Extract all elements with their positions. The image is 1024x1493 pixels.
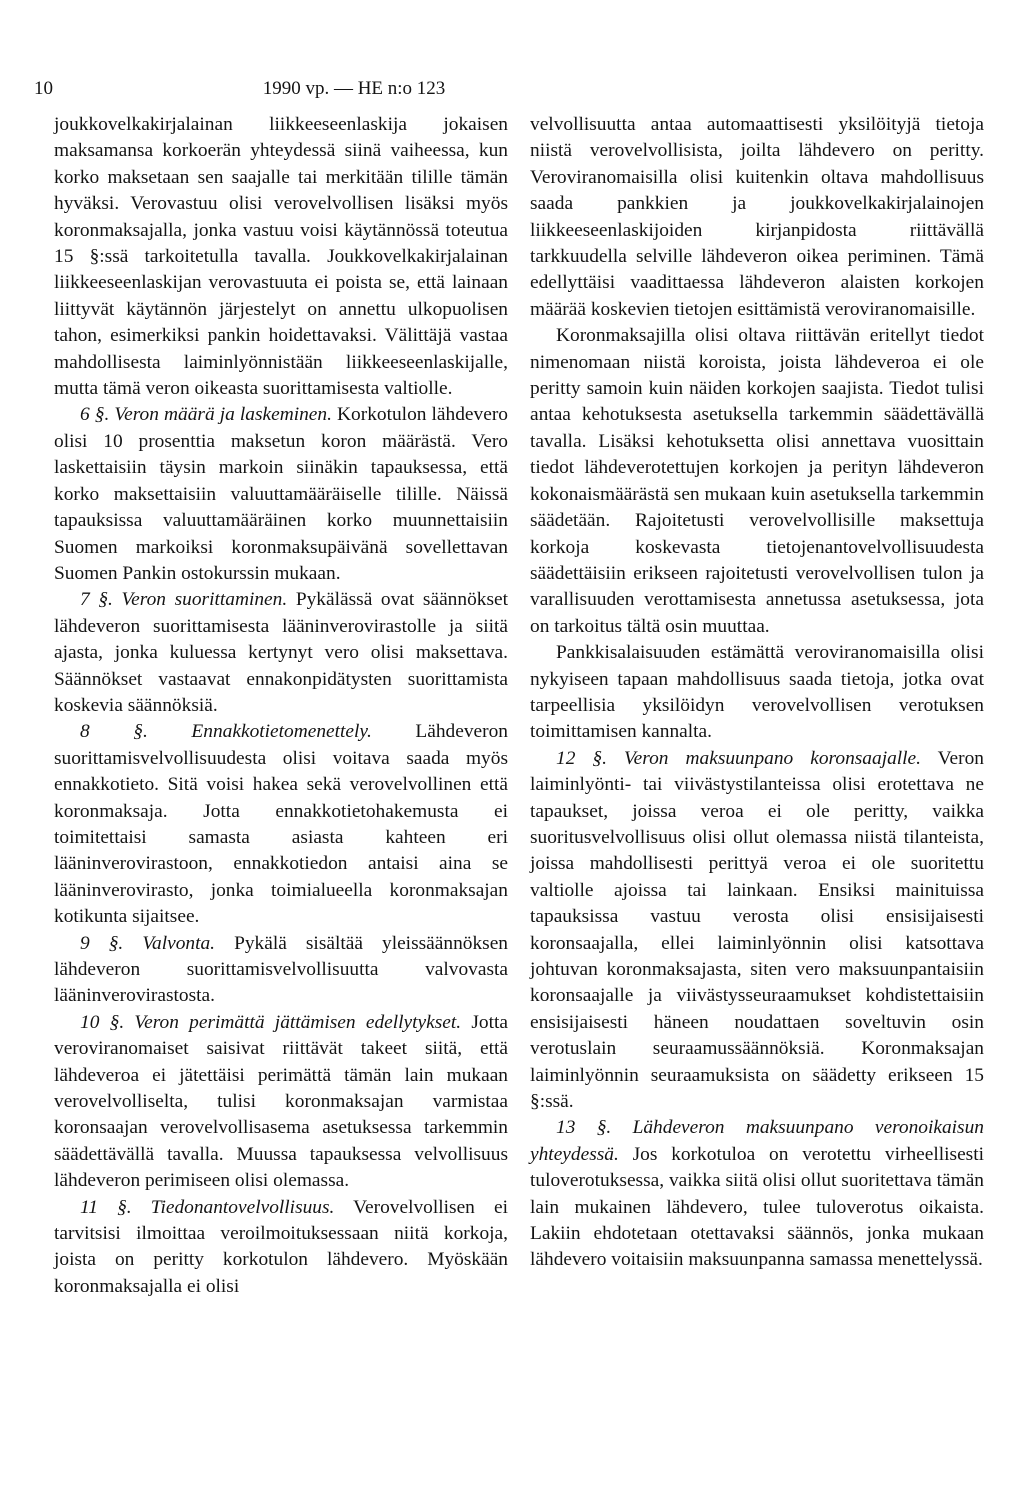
right-column [530, 112, 984, 1274]
section-text: Pykälä sisältää yleissäännöksen lähdeveron suorittamisvelvollisuutta valvovasta lääninverovirastosta. [54, 932, 509, 1007]
section-11 [54, 1195, 508, 1301]
section-heading: 9 §. Valvonta. [80, 932, 216, 954]
section-text: Pykälässä ovat säännökset lähdeveron suorittamisesta lääninverovirastolle ja siitä ajasta, jonka kuluessa kertynyt vero olisi maksettava. Säännökset vastaavat ennakonpidätysten suorittamista koskevia säännöksiä. [54, 589, 509, 716]
section-heading: 8 §. Ennakkotietomenettely. [80, 721, 372, 743]
section-heading: 12 §. Veron maksuunpano koronsaajalle. [556, 747, 922, 769]
section-heading: 6 §. Veron määrä ja laskeminen. [80, 404, 332, 426]
left-column [54, 112, 508, 1300]
section-heading: 11 §. Tiedonantovelvollisuus. [80, 1196, 335, 1218]
paragraph: Pankkisalaisuuden estämättä veroviranomaisilla olisi nykyiseen tapaan mahdollisuus saada tietoja, jotka ovat tarpeellisia yksilöidyn verovelvollisen verotuksen toimittamisen kannalta. [530, 642, 984, 743]
section-text: Jos korkotuloa on verotettu virheellisesti tuloverotuksessa, vaikka siitä olisi ollut suoritettava tämän lain mukainen lähdevero, tulee tuloverotus oikaista. Lakiin ehdotetaan otettavaksi säännös, jonka mukaan lähdevero voitaisiin maksuunpanna samassa menettelyssä. [530, 1143, 984, 1271]
section-heading: 7 §. Veron suorittaminen. [80, 589, 288, 611]
section-text: Jotta veroviranomaiset saisivat riittävät takeet siitä, että lähdeveroa ei jätettäisi perimättä tämän lain mukaan verovelvolliselta, tulisi koronmaksajan varmistaa koronsaajan verovelvollisasema asetuksessa tarkemmin säädettävällä tavalla. Muussa tapauksessa velvollisuus lähdeveron perimiseen olisi olemassa. [54, 1011, 508, 1192]
section-heading: 10 §. Veron perimättä jättämisen edellytykset. [80, 1011, 462, 1033]
section-8 [54, 719, 508, 930]
paragraph: joukkovelkakirjalainan liikkeeseenlaskija jokaisen maksamansa korkoerän yhteydessä siinä vaiheessa, kun korko maksetaan sen saajalle tai merkitään tilille tämän hyväksi. Verovastuu olisi verovelvollisen lisäksi myös koronmaksajalla, jonka vastuu voisi käytännössä toteutua 15 §:ssä tarkoitetulla tavalla. Joukkovelkakirjalainan liikkeeseenlaskijan verovastuuta ei poista se, että lainaan liittyvät käytännön järjestelyt on annettu ulkopuolisen tahon, esimerkiksi pankin hoidettavaksi. Välittäjä vastaa mahdollisesta laiminlyönnistään liikkeeseenlaskijalle, mutta tämä veron oikeasta suorittamisesta valtiolle. [54, 114, 508, 400]
paragraph: Koronmaksajilla olisi oltava riittävän eritellyt tiedot nimenomaan niistä koroista, joista lähdeveroa ei ole peritty samoin kuin näiden korkojen saajista. Tiedot tulisi antaa kehotuksesta asetuksella tarkemmin säädettävällä tavalla. Lisäksi kehotuksetta olisi annettava vuosittain tiedot lähdeverotettujen korkojen ja perityn lähdeveron kokonaismäärästä sen mukaan kuin asetuksella tarkemmin säädetään. Rajoitetusti verovelvollisille maksettuja korkoja koskevasta tietojenantovelvollisuudesta säädettäisiin erikseen rajoitetusti verovelvollisen tulon ja varallisuuden verottamisesta annetussa asetuksessa, jota on tarkoitus tältä osin muuttaa. [530, 325, 984, 637]
section-13 [530, 1115, 984, 1273]
section-6 [54, 402, 508, 587]
section-7 [54, 587, 508, 719]
section-text: Korkotulon lähdevero olisi 10 prosenttia maksetun koron määrästä. Vero laskettaisiin täysin markoin siinäkin tapauksessa, että korko maksettaisiin valuuttamääräiselle tilille. Näissä tapauksissa valuuttamääräinen korko muunnettaisiin Suomen markoiksi koronmaksupäivänä sovellettavan Suomen Pankin ostokurssin mukaan. [54, 404, 508, 584]
section-9 [54, 931, 508, 1010]
section-text: Veron laiminlyönti- tai viivästystilanteissa olisi erotettava ne tapaukset, joissa veroa ei ole peritty, vaikka suoritusvelvollisuus olisi ollut olemassa niistä tilanteista, joissa mahdollisesti perittyä veroa ei ole suoritettu valtiolle ajoissa tai lainkaan. Ensiksi mainituissa tapauksissa vastuu verosta olisi ensisijaisesti koronsaajalla, ellei laiminlyönnin olisi katsottava johtuvan koronmaksajasta, siten vero maksuunpantaisiin koronsaajalle ja viivästysseuraamukset kohdistettaisiin ensisijaisesti häneen noudattaen soveltuvin osin verotuslain seuraamussäännöksiä. Koronmaksajan laiminlyönnin seuraamuksista on säädetty erikseen 15 §:ssä. [530, 747, 984, 1113]
running-head: 1990 vp. — HE n:o 123 [262, 78, 446, 99]
section-heading: 13 §. Lähdeveron maksuunpano veronoikaisun yhteydessä. [530, 1117, 984, 1165]
paragraph: velvollisuutta antaa automaattisesti yksilöityjä tietoja niistä verovelvollisista, joilta lähdevero on peritty. Veroviranomaisilla olisi kuitenkin oltava mahdollisuus saada pankkien ja joukkovelkakirjalainojen liikkeeseenlaskijoiden kirjanpidosta riittävällä tarkkuudella selville lähdeveron oikea periminen. Tämä edellyttäisi vaadittaessa lähdeveron alaisten korkojen määrää koskevien tietojen esittämistä veroviranomaisille. [530, 114, 984, 320]
section-10 [54, 1010, 508, 1195]
section-text: Lähdeveron suorittamisvelvollisuudesta olisi voitava saada myös ennakkotieto. Sitä voisi hakea sekä verovelvollinen että koronmaksaja. Jotta ennakkotietohakemusta ei toimitettaisi samasta asiasta kahteen eri lääninverovirastoon, ennakkotiedon antaisi aina se lääninverovirasto, jonka toimialueella koronmaksajan kotikunta sijaitsee. [54, 721, 508, 928]
page-number: 10 [34, 78, 53, 99]
section-text: Verovelvollisen ei tarvitsisi ilmoittaa veroilmoituksessaan niitä korkoja, joista on peritty korkotulon lähdevero. Myöskään koronmaksajalla ei olisi [54, 1196, 508, 1297]
page-header [34, 78, 1004, 108]
section-12 [530, 746, 984, 1116]
